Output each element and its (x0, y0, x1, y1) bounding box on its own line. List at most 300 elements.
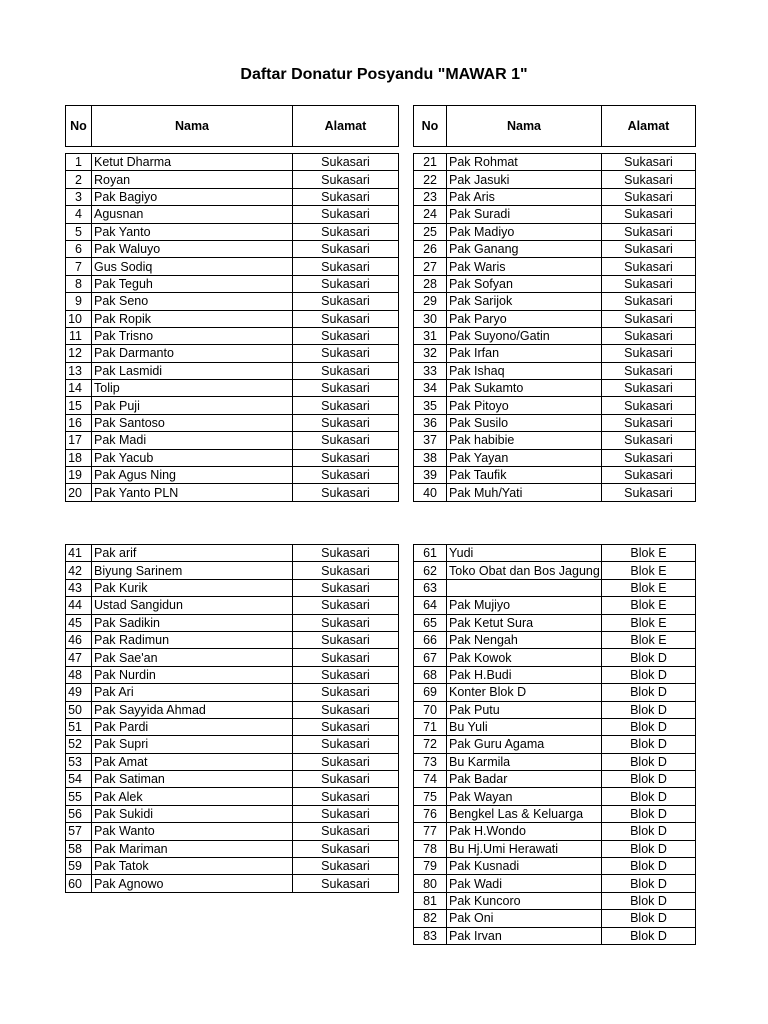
table-row (414, 188, 696, 205)
row-number: 3 (66, 188, 92, 205)
donor-address: Sukasari (602, 362, 696, 379)
donor-address: Sukasari (602, 293, 696, 310)
table-row (66, 154, 399, 171)
donor-name: Pak Suradi (447, 206, 602, 223)
donor-address: Sukasari (293, 154, 399, 171)
row-number: 1 (66, 154, 92, 171)
column-header-nama: Nama (92, 106, 293, 147)
row-number: 27 (414, 258, 447, 275)
donor-table-1 (65, 105, 399, 502)
row-number: 5 (66, 223, 92, 240)
donor-address: Sukasari (293, 362, 399, 379)
donor-name: Pak Teguh (92, 275, 293, 292)
donor-name: Bu Karmila (447, 753, 602, 770)
row-number: 70 (414, 701, 447, 718)
row-number: 59 (66, 858, 92, 875)
table-row (414, 597, 696, 614)
table-row (414, 910, 696, 927)
donor-table-4 (413, 544, 696, 945)
donor-name: Pak Suyono/Gatin (447, 327, 602, 344)
donor-address: Blok E (602, 562, 696, 579)
donor-name: Pak Sukidi (92, 805, 293, 822)
row-number: 51 (66, 718, 92, 735)
row-number: 56 (66, 805, 92, 822)
table-row (414, 293, 696, 310)
donor-address: Blok D (602, 840, 696, 857)
table-row (66, 414, 399, 431)
table-row (66, 858, 399, 875)
table-row (66, 293, 399, 310)
row-number: 73 (414, 753, 447, 770)
row-number: 63 (414, 579, 447, 596)
donor-address: Sukasari (293, 701, 399, 718)
row-number: 75 (414, 788, 447, 805)
donor-name: Pak Rohmat (447, 154, 602, 171)
table-row (66, 562, 399, 579)
donor-address: Sukasari (293, 449, 399, 466)
donor-address: Sukasari (293, 579, 399, 596)
row-number: 53 (66, 753, 92, 770)
table-row (414, 614, 696, 631)
donor-name: Pak Irfan (447, 345, 602, 362)
row-number: 13 (66, 362, 92, 379)
row-number: 71 (414, 718, 447, 735)
donor-address: Blok D (602, 771, 696, 788)
donor-address: Sukasari (602, 345, 696, 362)
row-number: 33 (414, 362, 447, 379)
donor-name: Pak Jasuki (447, 171, 602, 188)
table-row (414, 432, 696, 449)
row-number: 10 (66, 310, 92, 327)
donor-name: Pak Mujiyo (447, 597, 602, 614)
table-row (66, 171, 399, 188)
table-row (414, 240, 696, 257)
table-row (414, 736, 696, 753)
donor-name: Pak Supri (92, 736, 293, 753)
donor-address: Sukasari (293, 414, 399, 431)
table-row (414, 414, 696, 431)
donor-name: Pak Radimun (92, 631, 293, 648)
donor-address: Sukasari (602, 240, 696, 257)
donor-address: Sukasari (602, 275, 696, 292)
table-row (66, 467, 399, 484)
donor-name: Pak Kuncoro (447, 892, 602, 909)
donor-name: Pak Aris (447, 188, 602, 205)
donor-name: Ketut Dharma (92, 154, 293, 171)
row-number: 52 (66, 736, 92, 753)
donor-name: Pak Nengah (447, 631, 602, 648)
row-number: 58 (66, 840, 92, 857)
row-number: 68 (414, 666, 447, 683)
row-number: 15 (66, 397, 92, 414)
table-row (66, 649, 399, 666)
donor-address: Sukasari (293, 188, 399, 205)
donor-name: Pak H.Wondo (447, 823, 602, 840)
row-number: 34 (414, 380, 447, 397)
donor-name: Toko Obat dan Bos Jagung (447, 562, 602, 579)
donor-name: Pak Tatok (92, 858, 293, 875)
table-row (66, 188, 399, 205)
table-row (66, 397, 399, 414)
donor-address: Blok D (602, 823, 696, 840)
table-row (66, 718, 399, 735)
table-row (66, 753, 399, 770)
donor-address: Blok D (602, 892, 696, 909)
row-number: 47 (66, 649, 92, 666)
column-header-nama: Nama (447, 106, 602, 147)
table-row (66, 771, 399, 788)
table-row (414, 666, 696, 683)
donor-name: Pak Lasmidi (92, 362, 293, 379)
donor-address: Sukasari (293, 545, 399, 562)
table-row (414, 206, 696, 223)
table-row (414, 327, 696, 344)
donor-address: Sukasari (293, 631, 399, 648)
donor-address: Blok D (602, 875, 696, 892)
donor-name: Bu Yuli (447, 718, 602, 735)
donor-address: Sukasari (293, 240, 399, 257)
table-row (66, 223, 399, 240)
donor-address: Blok D (602, 753, 696, 770)
row-number: 64 (414, 597, 447, 614)
table-row (414, 805, 696, 822)
donor-name: Pak Seno (92, 293, 293, 310)
donor-name: Pak Bagiyo (92, 188, 293, 205)
donor-address: Blok D (602, 666, 696, 683)
row-number: 65 (414, 614, 447, 631)
donor-name: Pak Puji (92, 397, 293, 414)
row-number: 38 (414, 449, 447, 466)
donor-address: Sukasari (293, 171, 399, 188)
table-row (414, 788, 696, 805)
donor-name: Pak Alek (92, 788, 293, 805)
donor-name: Ustad Sangidun (92, 597, 293, 614)
table-row (414, 310, 696, 327)
donor-name: Pak Wanto (92, 823, 293, 840)
row-number: 16 (66, 414, 92, 431)
donor-name: Pak Wadi (447, 875, 602, 892)
donor-name: Pak Santoso (92, 414, 293, 431)
donor-name: Pak Ishaq (447, 362, 602, 379)
donor-address: Blok D (602, 927, 696, 944)
donor-name: Pak Trisno (92, 327, 293, 344)
donor-address: Blok E (602, 631, 696, 648)
donor-address: Sukasari (602, 223, 696, 240)
table-row (66, 684, 399, 701)
row-number: 41 (66, 545, 92, 562)
donor-name: Pak Pitoyo (447, 397, 602, 414)
row-number: 14 (66, 380, 92, 397)
donor-name: Royan (92, 171, 293, 188)
row-number: 81 (414, 892, 447, 909)
donor-address: Sukasari (293, 875, 399, 892)
table-row (66, 805, 399, 822)
table-row (414, 631, 696, 648)
donor-name: Pak Ketut Sura (447, 614, 602, 631)
table-row (414, 718, 696, 735)
table-row (66, 310, 399, 327)
donor-address: Sukasari (293, 736, 399, 753)
donor-address: Sukasari (602, 380, 696, 397)
donor-name: Konter Blok D (447, 684, 602, 701)
table-row (66, 484, 399, 501)
row-number: 83 (414, 927, 447, 944)
donor-name: Pak Wayan (447, 788, 602, 805)
donor-name: Pak Yanto PLN (92, 484, 293, 501)
table-row (66, 345, 399, 362)
donor-name: Bengkel Las & Keluarga (447, 805, 602, 822)
row-number: 43 (66, 579, 92, 596)
donor-address: Sukasari (602, 310, 696, 327)
donor-address: Blok D (602, 805, 696, 822)
donor-address: Sukasari (293, 666, 399, 683)
table-row (66, 380, 399, 397)
donor-address: Sukasari (602, 449, 696, 466)
donor-name: Pak Madi (92, 432, 293, 449)
row-number: 29 (414, 293, 447, 310)
donor-address: Blok D (602, 684, 696, 701)
table-row (66, 701, 399, 718)
column-header-no: No (414, 106, 447, 147)
donor-name: Pak Waris (447, 258, 602, 275)
donor-address: Blok E (602, 597, 696, 614)
row-number: 46 (66, 631, 92, 648)
table-row (414, 154, 696, 171)
donor-address: Sukasari (293, 684, 399, 701)
table-row (66, 327, 399, 344)
table-row (66, 579, 399, 596)
donor-name: Pak Susilo (447, 414, 602, 431)
donor-address: Blok D (602, 649, 696, 666)
table-row (414, 545, 696, 562)
table-row (414, 362, 696, 379)
row-number: 12 (66, 345, 92, 362)
donor-address: Sukasari (293, 206, 399, 223)
table-row (66, 666, 399, 683)
row-number: 11 (66, 327, 92, 344)
donor-address: Sukasari (293, 293, 399, 310)
table-row (66, 631, 399, 648)
donor-address: Sukasari (293, 327, 399, 344)
table-row (414, 823, 696, 840)
row-number: 32 (414, 345, 447, 362)
donor-address: Sukasari (602, 414, 696, 431)
table-row (414, 275, 696, 292)
table-row (414, 649, 696, 666)
donor-name: Pak Mariman (92, 840, 293, 857)
donor-name: Pak Yacub (92, 449, 293, 466)
donor-address: Sukasari (293, 345, 399, 362)
donor-address: Sukasari (602, 397, 696, 414)
table-row (66, 597, 399, 614)
table-row (414, 753, 696, 770)
donor-name: Pak Kowok (447, 649, 602, 666)
donor-name: Pak arif (92, 545, 293, 562)
table-row (414, 579, 696, 596)
row-number: 37 (414, 432, 447, 449)
donor-address: Sukasari (293, 771, 399, 788)
donor-address: Sukasari (293, 223, 399, 240)
donor-name: Pak Guru Agama (447, 736, 602, 753)
donor-address: Sukasari (602, 327, 696, 344)
table-row (66, 840, 399, 857)
table-row (414, 380, 696, 397)
table-row (414, 875, 696, 892)
table-row (66, 736, 399, 753)
row-number: 28 (414, 275, 447, 292)
donor-name: Bu Hj.Umi Herawati (447, 840, 602, 857)
donor-name: Pak Sae'an (92, 649, 293, 666)
donor-name: Pak Sayyida Ahmad (92, 701, 293, 718)
row-number: 6 (66, 240, 92, 257)
row-number: 80 (414, 875, 447, 892)
donor-name: Tolip (92, 380, 293, 397)
donor-address: Sukasari (293, 467, 399, 484)
donor-address: Sukasari (293, 258, 399, 275)
row-number: 30 (414, 310, 447, 327)
donor-name: Pak Muh/Yati (447, 484, 602, 501)
donor-name: Pak Irvan (447, 927, 602, 944)
row-number: 76 (414, 805, 447, 822)
row-number: 78 (414, 840, 447, 857)
donor-address: Sukasari (293, 310, 399, 327)
donor-name: Agusnan (92, 206, 293, 223)
donor-name: Pak Sukamto (447, 380, 602, 397)
donor-address: Sukasari (602, 171, 696, 188)
table-row (66, 449, 399, 466)
column-header-no: No (66, 106, 92, 147)
table-row (414, 771, 696, 788)
table-row (66, 362, 399, 379)
row-number: 54 (66, 771, 92, 788)
donor-name: Pak Waluyo (92, 240, 293, 257)
donor-name: Yudi (447, 545, 602, 562)
donor-address: Sukasari (602, 258, 696, 275)
table-row (66, 875, 399, 892)
row-number: 44 (66, 597, 92, 614)
donor-name: Pak Ganang (447, 240, 602, 257)
donor-address: Sukasari (602, 467, 696, 484)
row-number: 66 (414, 631, 447, 648)
row-number: 55 (66, 788, 92, 805)
row-number: 31 (414, 327, 447, 344)
row-number: 2 (66, 171, 92, 188)
row-number: 79 (414, 858, 447, 875)
donor-table-3 (65, 544, 399, 893)
column-header-alamat: Alamat (602, 106, 696, 147)
table-row (414, 223, 696, 240)
donor-name (447, 579, 602, 596)
donor-address: Sukasari (293, 718, 399, 735)
donor-name: Pak Pardi (92, 718, 293, 735)
donor-address: Blok D (602, 701, 696, 718)
donor-address: Sukasari (293, 788, 399, 805)
donor-address: Blok E (602, 614, 696, 631)
donor-address: Sukasari (293, 840, 399, 857)
table-row (414, 449, 696, 466)
donor-name: Pak Putu (447, 701, 602, 718)
donor-name: Pak Taufik (447, 467, 602, 484)
table-row (414, 684, 696, 701)
row-number: 8 (66, 275, 92, 292)
row-number: 57 (66, 823, 92, 840)
row-number: 50 (66, 701, 92, 718)
table-row (414, 927, 696, 944)
row-number: 22 (414, 171, 447, 188)
table-row (66, 258, 399, 275)
row-number: 60 (66, 875, 92, 892)
donor-address: Blok D (602, 718, 696, 735)
row-number: 18 (66, 449, 92, 466)
donor-name: Pak Kurik (92, 579, 293, 596)
donor-name: Gus Sodiq (92, 258, 293, 275)
donor-address: Blok E (602, 545, 696, 562)
row-number: 24 (414, 206, 447, 223)
table-row (414, 701, 696, 718)
donor-address: Blok D (602, 788, 696, 805)
donor-address: Sukasari (602, 206, 696, 223)
row-number: 49 (66, 684, 92, 701)
donor-name: Pak Sarijok (447, 293, 602, 310)
donor-name: Pak Nurdin (92, 666, 293, 683)
row-number: 25 (414, 223, 447, 240)
donor-name: Pak Paryo (447, 310, 602, 327)
row-number: 23 (414, 188, 447, 205)
donor-address: Sukasari (293, 753, 399, 770)
donor-name: Pak Kusnadi (447, 858, 602, 875)
table-row (414, 171, 696, 188)
row-number: 77 (414, 823, 447, 840)
donor-address: Sukasari (293, 614, 399, 631)
donor-name: Pak Yayan (447, 449, 602, 466)
row-number: 62 (414, 562, 447, 579)
donor-address: Sukasari (602, 484, 696, 501)
row-number: 26 (414, 240, 447, 257)
table-row (414, 892, 696, 909)
donor-name: Pak Sofyan (447, 275, 602, 292)
row-number: 48 (66, 666, 92, 683)
donor-name: Pak Amat (92, 753, 293, 770)
donor-address: Sukasari (293, 275, 399, 292)
table-row (66, 788, 399, 805)
row-number: 40 (414, 484, 447, 501)
donor-address: Sukasari (293, 562, 399, 579)
table-row (414, 467, 696, 484)
donor-address: Sukasari (293, 432, 399, 449)
donor-address: Sukasari (293, 380, 399, 397)
donor-address: Sukasari (293, 858, 399, 875)
table-row (414, 562, 696, 579)
donor-address: Sukasari (293, 597, 399, 614)
row-number: 67 (414, 649, 447, 666)
table-row (414, 345, 696, 362)
page-title: Daftar Donatur Posyandu "MAWAR 1" (240, 66, 528, 83)
table-row (66, 432, 399, 449)
table-row (414, 858, 696, 875)
donor-name: Pak Ropik (92, 310, 293, 327)
donor-name: Pak H.Budi (447, 666, 602, 683)
donor-name: Pak Oni (447, 910, 602, 927)
row-number: 42 (66, 562, 92, 579)
donor-name: Pak Ari (92, 684, 293, 701)
donor-name: Pak Satiman (92, 771, 293, 788)
row-number: 17 (66, 432, 92, 449)
donor-address: Sukasari (293, 823, 399, 840)
table-row (66, 240, 399, 257)
donor-address: Sukasari (602, 154, 696, 171)
row-number: 21 (414, 154, 447, 171)
donor-address: Sukasari (293, 397, 399, 414)
